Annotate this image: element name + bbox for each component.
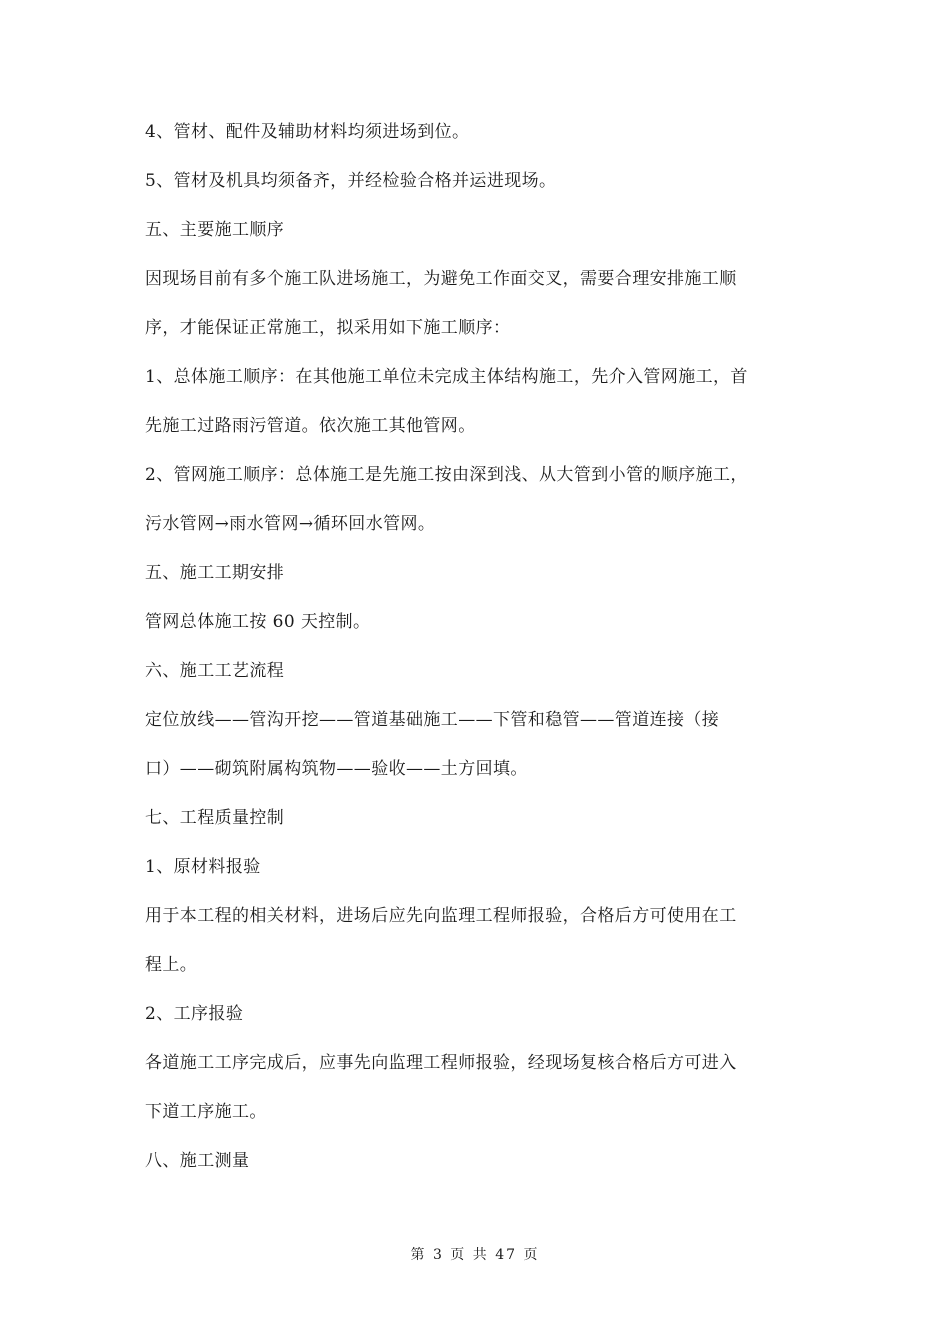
text-line: 用于本工程的相关材料，进场后应先向监理工程师报验，合格后方可使用在工 — [145, 906, 737, 926]
text-line: 程上。 — [145, 955, 198, 975]
text-line: 管网总体施工按 60 天控制。 — [145, 612, 371, 632]
subsection-heading: 1、原材料报验 — [145, 857, 261, 877]
text-line: 因现场目前有多个施工队进场施工，为避免工作面交叉，需要合理安排施工顺 — [145, 269, 737, 289]
section-heading: 八、施工测量 — [145, 1151, 250, 1171]
document-body — [145, 108, 815, 1186]
page-number-footer: 第 3 页 共 47 页 — [410, 1247, 540, 1263]
text-line: 各道施工工序完成后，应事先向监理工程师报验，经现场复核合格后方可进入 — [145, 1053, 737, 1073]
section-heading: 六、施工工艺流程 — [145, 661, 285, 681]
text-line: 5、管材及机具均须备齐，并经检验合格并运进现场。 — [145, 171, 557, 191]
section-heading: 五、主要施工顺序 — [145, 220, 285, 240]
subsection-heading: 2、工序报验 — [145, 1004, 244, 1024]
text-line: 2、管网施工顺序：总体施工是先施工按由深到浅、从大管到小管的顺序施工， — [145, 465, 748, 485]
text-line: 口）——砌筑附属构筑物——验收——土方回填。 — [145, 759, 528, 779]
text-line: 先施工过路雨污管道。依次施工其他管网。 — [145, 416, 476, 436]
text-line: 4、管材、配件及辅助材料均须进场到位。 — [145, 122, 470, 142]
section-heading: 七、工程质量控制 — [145, 808, 285, 828]
text-line: 定位放线——管沟开挖——管道基础施工——下管和稳管——管道连接（接 — [145, 710, 720, 730]
section-heading: 五、施工工期安排 — [145, 563, 285, 583]
text-line: 污水管网→雨水管网→循环回水管网。 — [145, 514, 436, 534]
text-line: 下道工序施工。 — [145, 1102, 267, 1122]
text-line: 序，才能保证正常施工，拟采用如下施工顺序： — [145, 318, 511, 338]
text-line: 1、总体施工顺序：在其他施工单位未完成主体结构施工，先介入管网施工，首 — [145, 367, 748, 387]
